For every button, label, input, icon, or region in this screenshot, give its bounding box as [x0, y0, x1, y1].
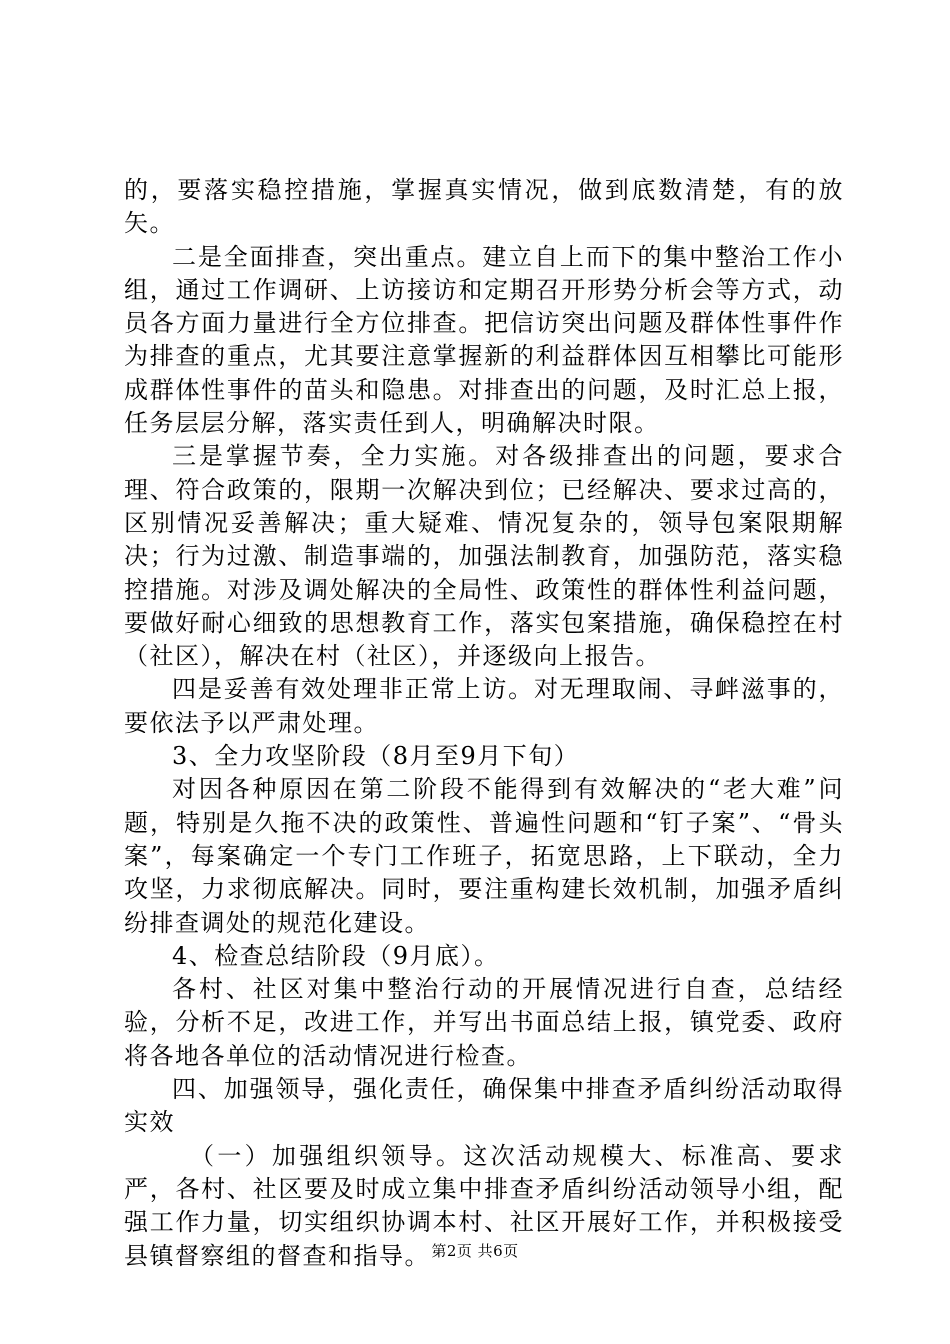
- paragraph-comprehensive-check: 二是全面排查，突出重点。建立自上而下的集中整治工作小组，通过工作调研、上访接访和定期召开形势分析会等方式，动员各方面力量进行全方位排查。把信访突出问题及群体性事件作为排查的重点，尤其要注意掌握新的利益群体因互相攀比可能形成群体性事件的苗头和隐患。对排查出的问题，及时汇总上报，任务层层分解，落实责任到人，明确解决时限。: [124, 242, 844, 438]
- document-body: [124, 174, 844, 1273]
- paragraph-stage-3: 对因各种原因在第二阶段不能得到有效解决的“老大难”问题，特别是久拖不决的政策性、普遍性问题和“钉子案”、“骨头案”，每案确定一个专门工作班子，拓宽思路，上下联动，全力攻坚，力求彻底解决。同时，要注重构建长效机制，加强矛盾纠纷排查调处的规范化建设。: [124, 775, 844, 937]
- heading-stage-3: 3、全力攻坚阶段（8月至9月下旬）: [172, 742, 580, 771]
- paragraph-abnormal-petition: 四是妥善有效处理非正常上访。对无理取闹、寻衅滋事的，要依法予以严肃处理。: [124, 675, 844, 737]
- page-footer: 第2页 共6页: [431, 1242, 519, 1260]
- paragraph-organization-leadership: （一）加强组织领导。这次活动规模大、标准高、要求严，各村、社区要及时成立集中排查矛盾纠纷活动领导小组，配强工作力量，切实组织协调本村、社区开展好工作，并积极接受县镇督察组的督查和指导。: [124, 1141, 844, 1270]
- paragraph-implementation: 三是掌握节奏，全力实施。对各级排查出的问题，要求合理、符合政策的，限期一次解决到位；已经解决、要求过高的，区别情况妥善解决；重大疑难、情况复杂的，领导包案限期解决；行为过激、制造事端的，加强法制教育，加强防范，落实稳控措施。对涉及调处解决的全局性、政策性的群体性利益问题，要做好耐心细致的思想教育工作，落实包案措施，确保稳控在村（社区），解决在村（社区），并逐级向上报告。: [124, 442, 844, 671]
- heading-stage-4: 4、检查总结阶段（9月底）。: [172, 941, 500, 970]
- heading-section-4: 四、加强领导，强化责任，确保集中排查矛盾纠纷活动取得实效: [124, 1075, 844, 1137]
- paragraph-continuation: 的，要落实稳控措施，掌握真实情况，做到底数清楚，有的放矢。: [124, 176, 844, 238]
- paragraph-stage-4: 各村、社区对集中整治行动的开展情况进行自查，总结经验，分析不足，改进工作，并写出书面总结上报，镇党委、政府将各地各单位的活动情况进行检查。: [124, 975, 844, 1070]
